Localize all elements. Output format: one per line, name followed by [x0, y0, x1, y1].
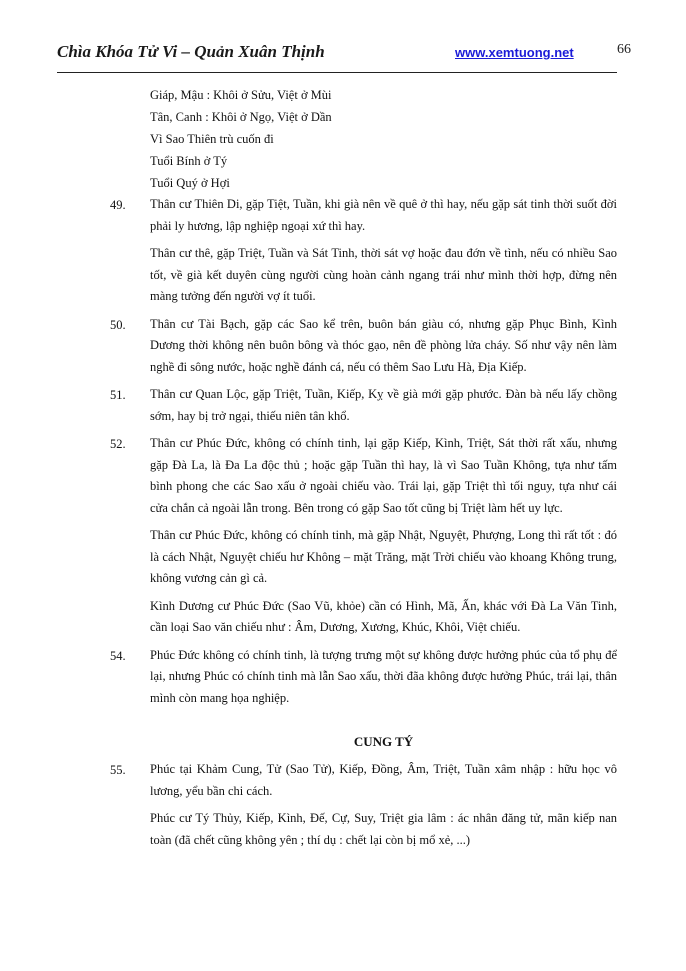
numbered-item — [110, 433, 617, 519]
item-number: 49. — [110, 198, 126, 212]
numbered-item — [110, 194, 617, 237]
header-divider — [57, 72, 617, 73]
item-paragraph: Thân cư Tài Bạch, gặp các Sao kể trên, buôn bán giàu có, nhưng gặp Phục Bình, Kình Dương thời không nên buôn bông và thóc gạo, nên đề phòng lửa cháy. Số như vậy nên làm nghề đi sông nước, hoặc nghề đánh cá, nếu có thêm Sao Lưu Hà, Địa Kiếp. — [150, 316, 617, 374]
item-paragraph: Kình Dương cư Phúc Đức (Sao Vũ, khỏe) cần có Hình, Mã, Ấn, khác với Đà La Văn Tinh, cần loại Sao văn chiếu như : Âm, Dương, Xương, Khúc, Khôi, Việt chiếu. — [150, 598, 617, 634]
website-link[interactable]: www.xemtuong.net — [455, 45, 574, 60]
item-number: 54. — [110, 648, 126, 663]
item-number: 55. — [110, 763, 126, 777]
item-paragraph: Phúc Đức không có chính tinh, là tượng trưng một sự không được hưởng phúc của tổ phụ để lại, nhưng Phúc có chính tinh mà lẫn Sao xấu, thời đãa không được hưởng Phúc, trái lại, thân mình còn mang họa nghiệp. — [150, 647, 617, 705]
book-title: Chìa Khóa Tử Vi – Quản Xuân Thịnh — [57, 42, 325, 61]
intro-line: Tuổi Bính ở Tý — [150, 154, 228, 168]
numbered-item — [110, 645, 617, 710]
item-number: 50. — [110, 317, 126, 332]
intro-line: Vì Sao Thiên trù cuốn đi — [150, 132, 274, 146]
numbered-item — [110, 314, 617, 379]
item-paragraph: Phúc tại Khảm Cung, Tử (Sao Tử), Kiếp, Đồng, Âm, Triệt, Tuần xâm nhập : hữu học vô lương, yểu bần chi cách. — [150, 762, 617, 798]
item-paragraph: Thân cư Thiên Di, gặp Tiệt, Tuần, khi già nên về quê ở thì hay, nếu gặp sát tinh thời suốt đời phải ly hương, lập nghiệp ngoại xứ thì hay. — [150, 197, 617, 233]
intro-line: Giáp, Mậu : Khôi ở Sửu, Việt ở Mùi — [150, 88, 332, 102]
item-paragraph: Thân cư Quan Lộc, gặp Triệt, Tuần, Kiếp, Kỵ về già mới gặp phước. Đàn bà nếu lấy chồng sớm, hay bị trở ngại, thiếu niên tân khổ. — [150, 387, 617, 423]
page-header — [57, 40, 637, 70]
item-number: 51. — [110, 388, 126, 402]
section-heading: CUNG TÝ — [353, 734, 414, 749]
item-paragraph: Thân cư thê, gặp Triệt, Tuần và Sát Tinh, thời sát vợ hoặc đau đớn về tình, nếu có nhiều Sao tốt, về già kết duyên cùng người cùng hoàn cảnh ngang trái như mình thời hợp, đừng nên màng tưởng đến người vợ ít tuổi. — [150, 246, 617, 303]
item-paragraph: Thân cư Phúc Đức, không có chính tinh, lại gặp Kiếp, Kình, Triệt, Sát thời rất xấu, nhưng gặp Đà La, là Đa La độc thủ ; hoặc gặp Tuần thì hay, là vì Sao Tuần Không, tựa như tấm bình phong che các Sao xấu ở ngoài chiếu vào. Trái lại, gặp Triệt thì tối nguy, tựa như cái cửa chắn cả ngoài lẫn trong. Bên trong có gặp Sao tốt cũng bị Triệt làm hết uy lực. — [150, 436, 617, 515]
item-paragraph: Phúc cư Tý Thủy, Kiếp, Kình, Đế, Cự, Suy, Triệt gia lâm : ác nhân đăng tử, mãn kiếp nan toàn (đã chết cũng không yên ; thí dụ : chết lại còn bị mổ xẻ, ...) — [150, 811, 617, 847]
intro-line: Tân, Canh : Khôi ở Ngọ, Việt ở Dần — [150, 110, 332, 124]
item-paragraph: Thân cư Phúc Đức, không có chính tinh, mà gặp Nhật, Nguyệt, Phượng, Long thì rất tốt : đó là cách Nhật, Nguyệt chiếu hư Không – mặt Trăng, mặt Trời chiếu vào khoang Không trung, không vương cản gì cả. — [150, 528, 617, 585]
page-number: 66 — [617, 42, 631, 57]
page-body — [110, 84, 617, 857]
numbered-item — [110, 384, 617, 427]
item-number: 52. — [110, 437, 126, 451]
intro-line: Tuổi Quý ở Hợi — [150, 176, 230, 190]
numbered-item — [110, 759, 617, 802]
intro-list — [110, 84, 617, 194]
